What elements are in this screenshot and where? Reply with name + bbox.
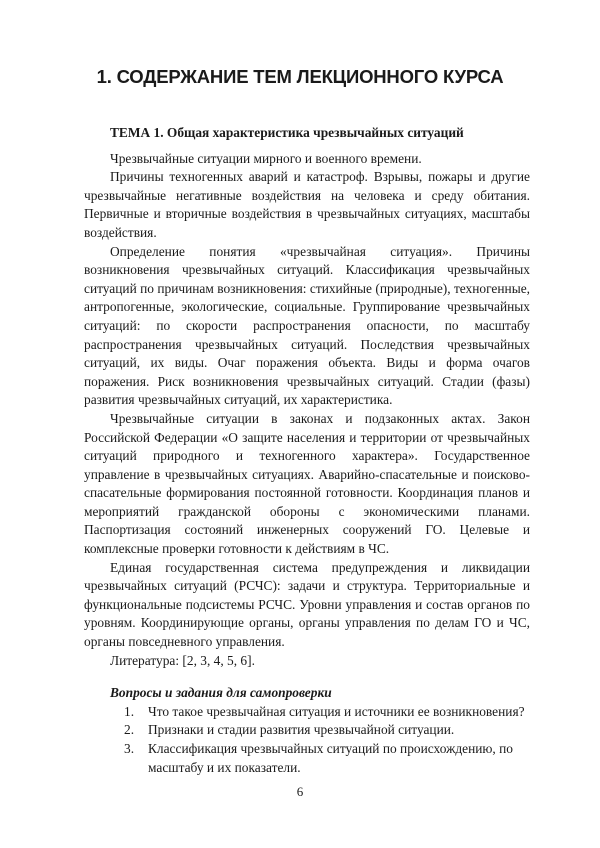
- literature-reference: Литература: [2, 3, 4, 5, 6].: [110, 652, 255, 668]
- page-number: 6: [296, 784, 304, 799]
- list-item: [84, 721, 530, 740]
- document-body: [84, 124, 530, 777]
- paragraph: Единая государственная система предупреждения и ликвидации чрезвычайных ситуаций (РСЧС): задачи и структура. Территориальные и функциональные подсистемы РСЧС. Уровни управления и состав органов по уровням. Координирующие органы, органы управления по делам ГО и ЧС, органы повседневного управления.: [84, 559, 530, 650]
- questions-title: Вопросы и задания для самопроверки: [110, 685, 332, 701]
- questions-list: [84, 703, 530, 777]
- list-item: [84, 703, 530, 722]
- paragraph: Чрезвычайные ситуации в законах и подзаконных актах. Закон Российской Федерации «О защите населения и территории от чрезвычайных ситуаций природного и техногенного характера». Государственное управление в чрезвычайных ситуациях. Аварийно-спасательные и поисково-спасательные формирования постоянной готовности. Координация планов и мероприятий гражданской обороны с экономическими планами. Паспортизация состояний инженерных сооружений ГО. Целевые и комплексные проверки готовности к действиям в ЧС.: [84, 410, 530, 557]
- list-item: [84, 740, 530, 777]
- question-number: 2.: [124, 722, 135, 738]
- question-text: Классификация чрезвычайных ситуаций по происхождению, по масштабу и их показатели.: [148, 741, 513, 775]
- paragraph: Причины техногенных аварий и катастроф. Взрывы, пожары и другие чрезвычайные негативные воздействия на человека и среду обитания. Первичные и вторичные воздействия в чрезвычайных ситуациях, масштабы воздействия.: [84, 169, 530, 240]
- question-number: 3.: [124, 741, 135, 756]
- question-text: Признаки и стадии развития чрезвычайной ситуации.: [148, 722, 455, 738]
- question-number: 1.: [124, 703, 135, 719]
- paragraph: Чрезвычайные ситуации мирного и военного времени.: [110, 150, 422, 166]
- page-title: 1. СОДЕРЖАНИЕ ТЕМ ЛЕКЦИОННОГО КУРСА: [96, 66, 504, 87]
- question-text: Что такое чрезвычайная ситуация и источники ее возникновения?: [148, 703, 525, 719]
- topic-title: ТЕМА 1. Общая характеристика чрезвычайных ситуаций: [110, 125, 464, 140]
- paragraph: Определение понятия «чрезвычайная ситуация». Причины возникновения чрезвычайных ситуаций. Классификация чрезвычайных ситуаций по причинам возникновения: стихийные (природные), техногенные, антропогенные, экологические, социальные. Группирование чрезвычайных ситуаций: по скорости распространения опасности, по масштабу распространения чрезвычайных ситуаций. Последствия чрезвычайных ситуаций, их виды. Очаг поражения объекта. Виды и форма очагов поражения. Риск возникновения чрезвычайных ситуаций. Стадии (фазы) развития чрезвычайных ситуаций, их характеристика.: [84, 243, 530, 408]
